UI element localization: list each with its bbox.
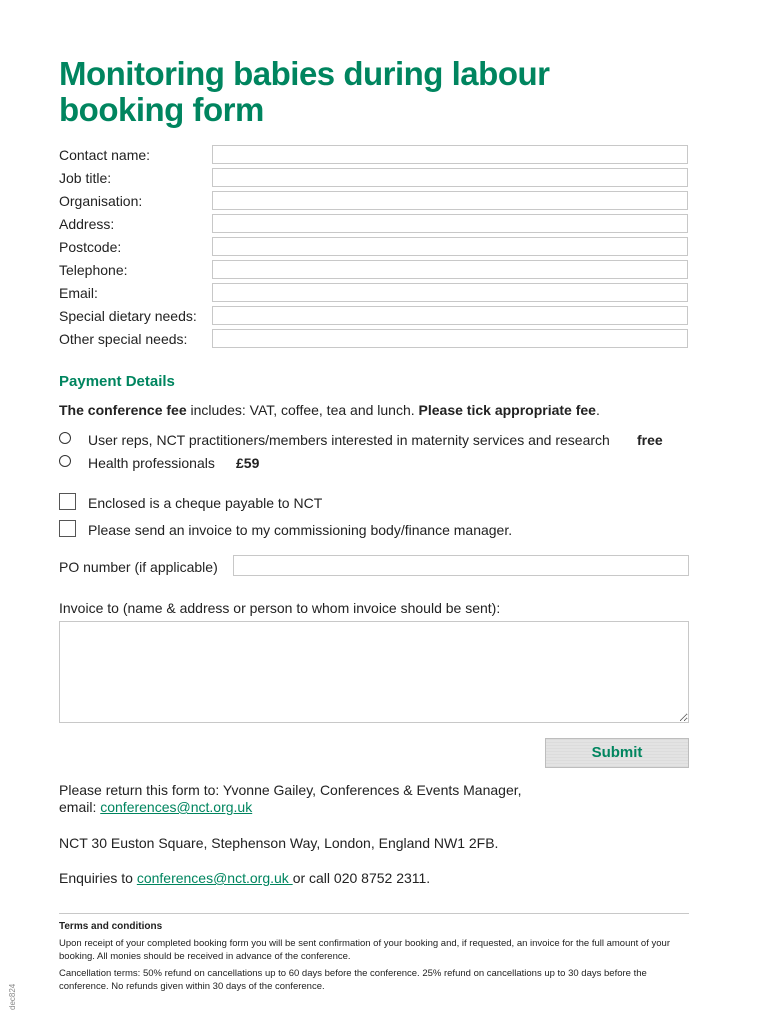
telephone-label: Telephone: [59, 262, 128, 278]
enquiries-line [59, 869, 430, 887]
fee-instruction: Please tick appropriate fee [418, 402, 596, 418]
return-line: Please return this form to: Yvonne Gailey, Conferences & Events Manager, [59, 782, 522, 798]
radio-user-reps[interactable] [59, 432, 71, 444]
fee-lead: The conference fee [59, 402, 187, 418]
dietary-needs-field[interactable] [212, 306, 688, 325]
enquiries-email-link[interactable]: conferences@nct.org.uk [136, 870, 293, 886]
nct-address: NCT 30 Euston Square, Stephenson Way, London, England NW1 2FB. [59, 835, 499, 851]
other-needs-label: Other special needs: [59, 331, 188, 347]
job-title-field[interactable] [212, 168, 688, 187]
payment-heading: Payment Details [59, 373, 175, 390]
organisation-label: Organisation: [59, 193, 143, 209]
return-email-line [59, 798, 252, 816]
email-label: Email: [59, 285, 98, 301]
terms-para-1: Upon receipt of your completed booking form you will be sent confirmation of your booking and, if requested, an invoice for the full amount of your booking. All monies should be received in advance of the conference. [59, 938, 670, 962]
contact-name-label: Contact name: [59, 147, 151, 163]
checkbox-cheque[interactable] [59, 493, 76, 510]
terms-para-2: Cancellation terms: 50% refund on cancellations up to 60 days before the conference. 25% refund on cancellations up to 30 days before the conference. No refunds given within 30 days of the conference. [59, 968, 647, 992]
checkbox-invoice[interactable] [59, 520, 76, 537]
contact-name-field[interactable] [212, 145, 688, 164]
fee-end: . [595, 402, 600, 418]
cheque-label: Enclosed is a cheque payable to NCT [88, 495, 323, 511]
address-field[interactable] [212, 214, 688, 233]
terms-divider [59, 913, 689, 914]
option-health-professionals-price: £59 [236, 455, 260, 471]
submit-button[interactable]: Submit [545, 738, 689, 768]
enquiries-suffix: or call 020 8752 2311. [292, 870, 431, 886]
email-field[interactable] [212, 283, 688, 302]
invoice-method-label: Please send an invoice to my commissioning body/finance manager. [88, 522, 513, 538]
enquiries-prefix: Enquiries to [59, 870, 137, 886]
invoice-to-label: Invoice to (name & address or person to whom invoice should be sent): [59, 600, 501, 616]
postcode-label: Postcode: [59, 239, 122, 255]
telephone-field[interactable] [212, 260, 688, 279]
po-number-label: PO number (if applicable) [59, 559, 218, 575]
fee-text: includes: VAT, coffee, tea and lunch. [186, 402, 419, 418]
po-number-field[interactable] [233, 555, 689, 576]
option-health-professionals-label: Health professionals [88, 455, 215, 471]
option-user-reps-price: free [637, 432, 663, 448]
job-title-label: Job title: [59, 170, 112, 186]
other-needs-field[interactable] [212, 329, 688, 348]
invoice-to-textarea[interactable] [59, 621, 689, 723]
terms-heading: Terms and conditions [59, 921, 163, 932]
fee-description [59, 401, 600, 419]
option-user-reps-label: User reps, NCT practitioners/members interested in maternity services and research [88, 432, 610, 448]
form-title: Monitoring babies during labour booking form [59, 55, 550, 128]
return-email-link[interactable]: conferences@nct.org.uk [100, 799, 253, 815]
return-email-prefix: email: [59, 799, 101, 815]
document-code: dec824 [8, 983, 17, 1010]
organisation-field[interactable] [212, 191, 688, 210]
dietary-needs-label: Special dietary needs: [59, 308, 197, 324]
postcode-field[interactable] [212, 237, 688, 256]
address-label: Address: [59, 216, 115, 232]
radio-health-professionals[interactable] [59, 455, 71, 467]
